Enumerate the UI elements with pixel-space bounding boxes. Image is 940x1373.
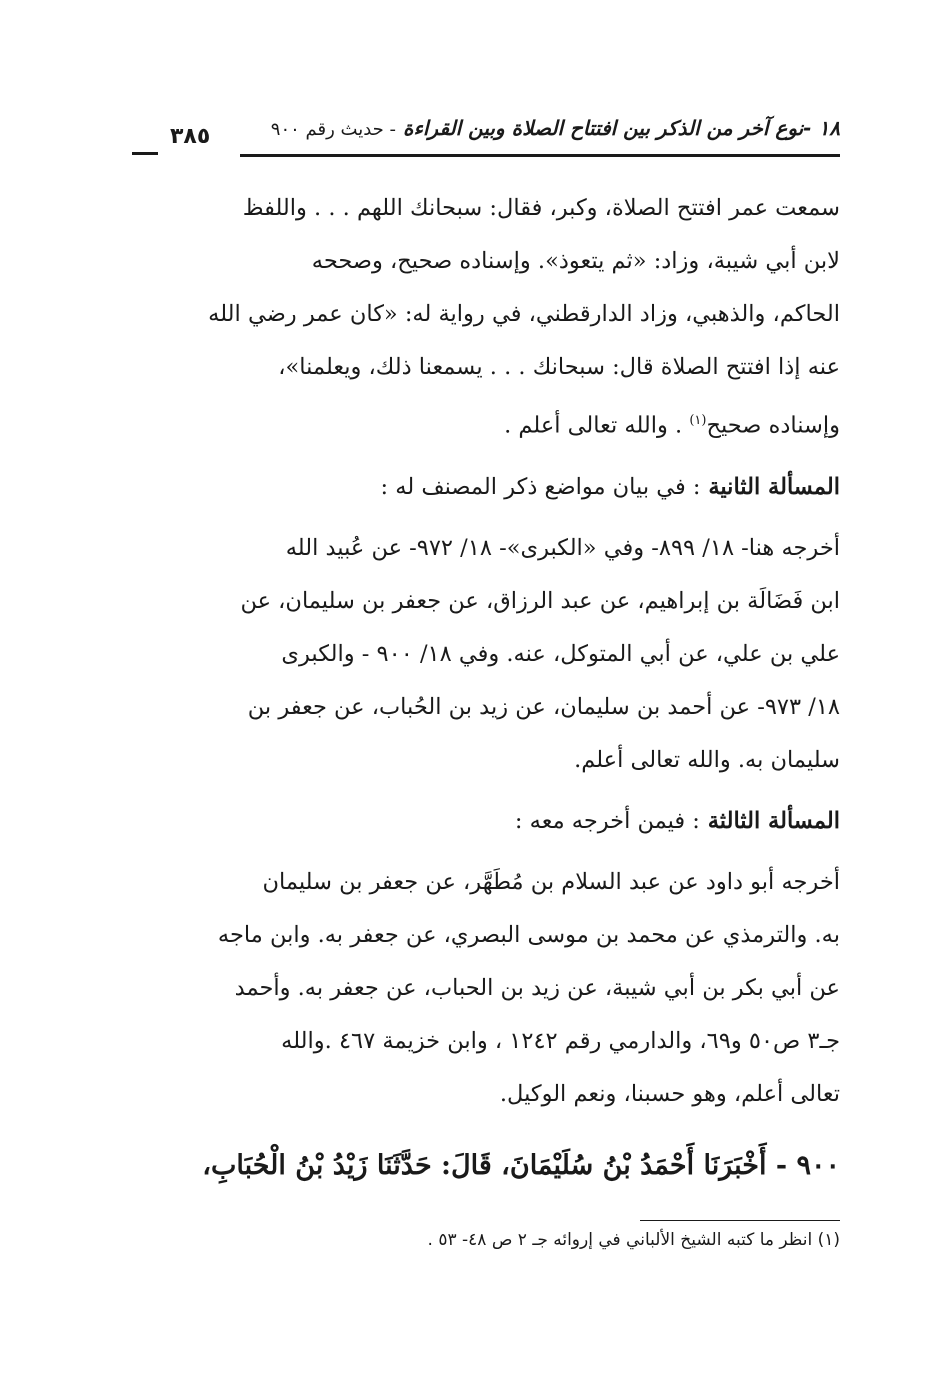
paragraph-1 [132, 182, 840, 453]
text-line: لابن أبي شيبة، وزاد: «ثم يتعوذ». وإسناده صحيح، وصححه [311, 248, 840, 274]
footnote-rule [640, 1220, 840, 1221]
section-description: : في بيان مواضع ذكر المصنف له : [380, 473, 701, 500]
text-line: جـ٣ ص٥٠ و٦٩، والدارمي رقم ١٢٤٢ ، وابن خزيمة ٤٦٧ .والله [281, 1027, 840, 1054]
paragraph-3 [132, 856, 840, 1121]
section-label: المسألة الثالثة [707, 807, 840, 834]
hadith-opening: ٩٠٠ - أَخْبَرَنَا أَحْمَدُ بْنُ سُلَيْمَانَ، قَالَ: حَدَّثَنَا زَيْدُ بْنُ الْحُبَابِ، [202, 1150, 840, 1181]
text-line: أخرجه هنا- ١٨/ ٨٩٩- وفي «الكبرى»- ١٨/ ٩٧٢- عن عُبيد الله [285, 534, 840, 561]
text-line: أخرجه أبو داود عن عبد السلام بن مُطَهَّر، عن جعفر بن سليمان [262, 868, 840, 895]
text-line: تعالى أعلم، وهو حسبنا، ونعم الوكيل. [499, 1080, 840, 1107]
section-heading-3 [132, 795, 840, 848]
text-line: ١٨/ ٩٧٣- عن أحمد بن سليمان، عن زيد بن الحُباب، عن جعفر بن [247, 693, 840, 720]
page-header [132, 116, 840, 160]
text-line: عن أبي بكر بن أبي شيبة، عن زيد بن الحباب، عن جعفر به. وأحمد [234, 974, 840, 1001]
page-number: ٣٨٥ [170, 124, 211, 149]
section-heading-2 [132, 461, 840, 514]
text-line: به. والترمذي عن محمد بن موسى البصري، عن جعفر به. وابن ماجه [217, 921, 840, 948]
running-title [271, 116, 840, 140]
text-line: ابن فَضَالَة بن إبراهيم، عن عبد الرزاق، عن جعفر بن سليمان، عن [240, 587, 840, 614]
text-line: الحاكم، والذهبي، وزاد الدارقطني، في رواية له: «كان عمر رضي الله [208, 301, 840, 327]
page-number-dash [132, 152, 158, 155]
header-rule [240, 154, 840, 157]
footnote-reference: (١) [689, 413, 707, 428]
text-fragment: وإسناده صحيح [706, 412, 840, 439]
text-line: سمعت عمر افتتح الصلاة، وكبر، فقال: سبحانك اللهم . . . واللفظ [242, 195, 840, 221]
text-line: علي بن علي، عن أبي المتوكل، عنه. وفي ١٨/ ٩٠٠ - والكبرى [281, 640, 840, 667]
footnote: (١) انظر ما كتبه الشيخ الألباني في إروائه جـ ٢ ص ٤٨- ٥٣ . [427, 1230, 840, 1250]
text-line: عنه إذا افتتح الصلاة قال: سبحانك . . . يسمعنا ذلك، ويعلمنا»، [278, 354, 840, 380]
running-title-main: ١٨ -نوع آخر من الذكر بين افتتاح الصلاة وبين القراءة [402, 116, 840, 140]
text-fragment: . والله تعالى أعلم . [504, 412, 683, 439]
running-title-hadith-number: - حديث رقم ٩٠٠ [270, 119, 396, 140]
main-text [132, 182, 840, 1129]
text-line [132, 394, 840, 453]
paragraph-2 [132, 522, 840, 787]
section-label: المسألة الثانية [708, 473, 840, 500]
text-line: سليمان به. والله تعالى أعلم. [574, 746, 840, 773]
section-description: : فيمن أخرجه معه : [514, 807, 700, 834]
